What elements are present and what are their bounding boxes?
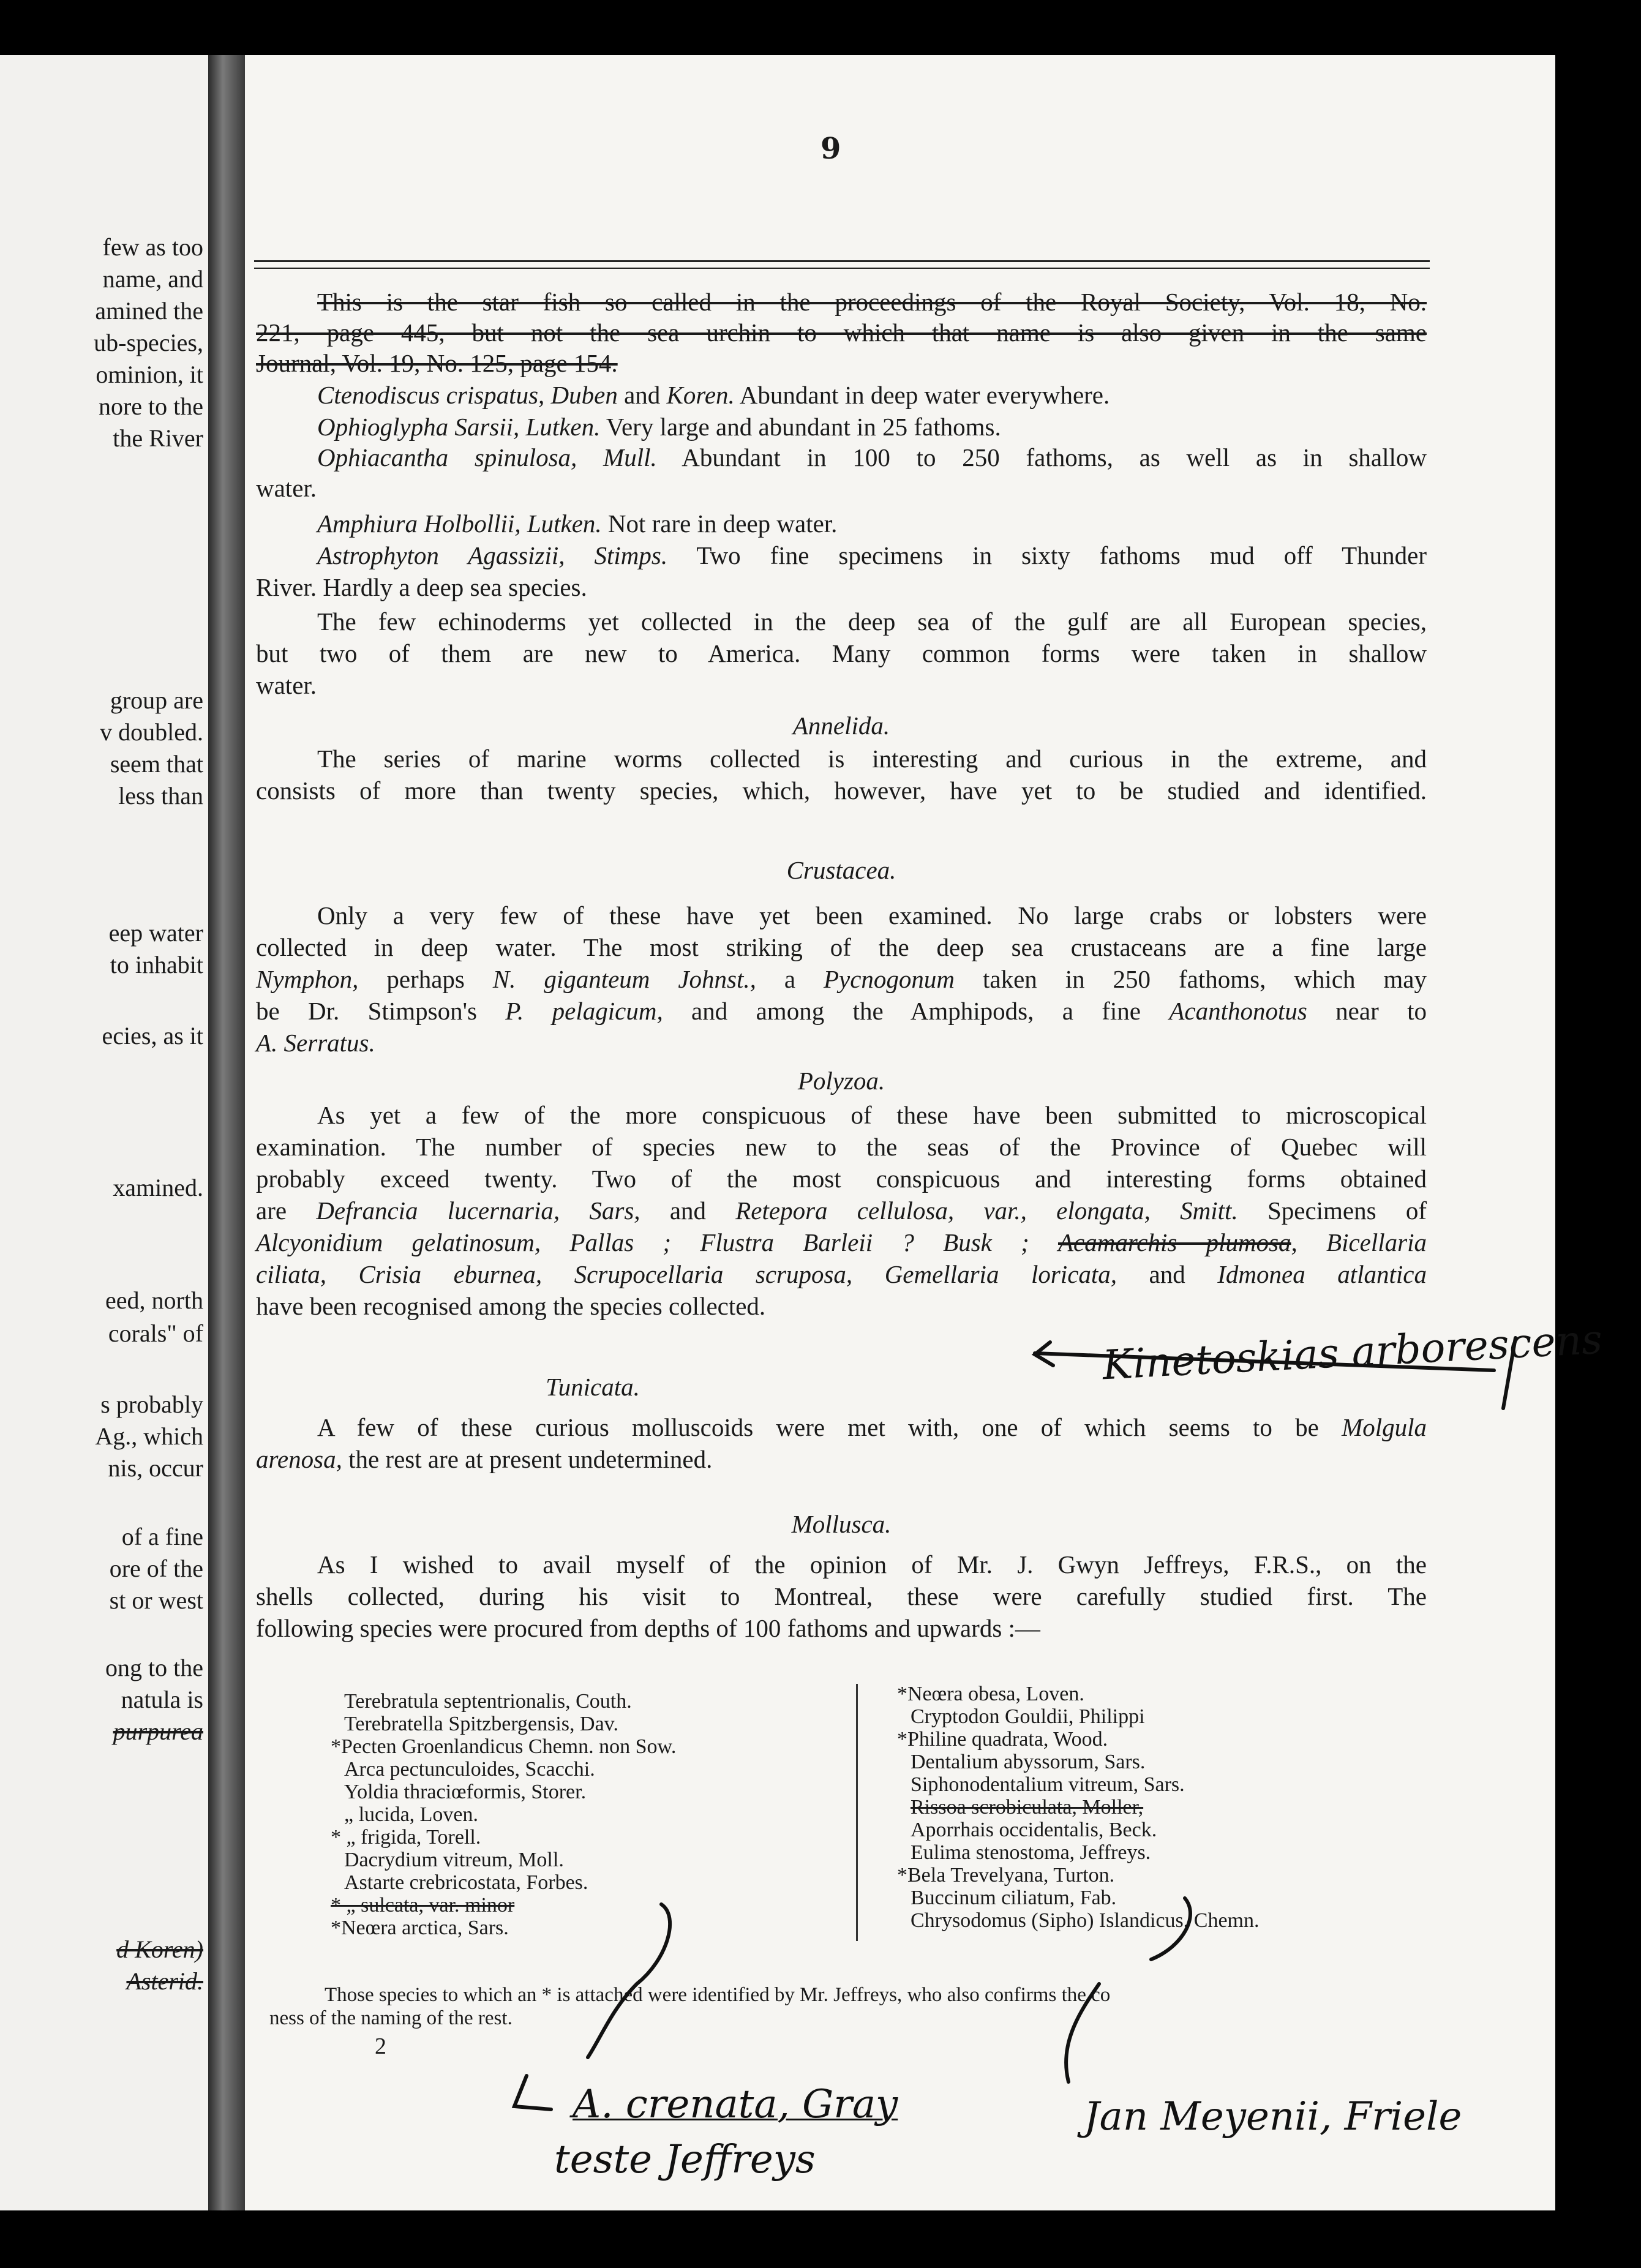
species-list-item: Chrysodomus (Sipho) Islandicus, Chemn. [911,1909,1260,1932]
prev-page-fragment: group are [110,686,203,714]
prev-page-fragment: d Koren) [116,1936,203,1963]
paragraph-line: shells collected, during his visit to Montreal, these were carefully studied first. The [256,1582,1427,1610]
species-list-item: Dentalium abyssorum, Sars. [911,1751,1146,1773]
prev-page-fragment: ecies, as it [102,1022,203,1050]
paragraph-line: A. Serratus. [256,1029,375,1057]
paragraph-line: water. [256,671,317,699]
section-heading-mollusca: Mollusca. [791,1510,892,1538]
species-list-item: Eulima stenostoma, Jeffreys. [911,1841,1151,1864]
species-list-item: Aporrhais occidentalis, Beck. [911,1819,1157,1841]
prev-page-fragment: natula is [121,1686,203,1713]
prev-page-fragment: v doubled. [100,718,203,746]
prev-page-fragment: amined the [95,297,203,325]
species-list-item: Yoldia thraciœformis, Storer. [344,1781,587,1803]
paragraph-line: arenosa, the rest are at present undetermined. [256,1445,713,1473]
struck-note-line-1: This is the star fish so called in the proceedings of the Royal Society, Vol. 18, No. [317,288,1427,316]
species-list-item: * „ sulcata, var. minor [331,1894,515,1917]
prev-page-fragment: to inhabit [110,951,203,978]
handwritten-annotation: A. crenata, Gray [573,2082,898,2127]
prev-page-fragment: seem that [110,750,203,778]
paragraph-line: following species were procured from depths of 100 fathoms and upwards :— [256,1614,1040,1642]
species-list-item: Rissoa scrobiculata, Moller, [911,1796,1144,1819]
prev-page-fragment: the River [113,424,203,452]
species-entry: Astrophyton Agassizii, Stimps. Two fine specimens in sixty fathoms mud off Thunder [317,541,1427,569]
species-entry-continued: water. [256,474,317,502]
prev-page-fragment: corals" of [108,1320,203,1347]
footnote-line: ness of the naming of the rest. [269,2007,513,2029]
paragraph-line: probably exceed twenty. Two of the most conspicuous and interesting forms obtained [256,1165,1427,1193]
footnote-line: Those species to which an * is attached were identified by Mr. Jeffreys, who also confirms the co [325,1984,1111,2006]
prev-page-fragment: s probably [100,1391,203,1418]
prev-page-fragment: ub-species, [94,329,203,356]
species-list-item: Siphonodentalium vitreum, Sars. [911,1773,1185,1796]
species-list-item: Cryptodon Gouldii, Philippi [911,1705,1145,1728]
species-entry-continued: River. Hardly a deep sea species. [256,573,587,601]
species-list-item: Buccinum ciliatum, Fab. [911,1887,1117,1909]
prev-page-fragment: xamined. [113,1174,203,1201]
prev-page-fragment: nore to the [98,392,203,420]
paragraph-line: consists of more than twenty species, which, however, have yet to be studied and identified. [256,776,1427,805]
prev-page-fragment: purpurea [113,1718,203,1745]
species-entry: Ophioglypha Sarsii, Lutken. Very large and abundant in 25 fathoms. [317,413,1001,441]
prev-page-fragment: st or west [109,1586,203,1614]
paragraph-line: be Dr. Stimpson's P. pelagicum, and among the Amphipods, a fine Acanthonotus near to [256,997,1427,1025]
handwritten-annotation: Jan Meyenii, Friele [1084,2094,1462,2139]
species-list-item: *Neœra arctica, Sars. [331,1917,509,1939]
species-list-item: Astarte crebricostata, Forbes. [344,1871,588,1894]
species-list-item: *Neœra obesa, Loven. [897,1683,1084,1705]
species-entry: Amphiura Holbollii, Lutken. Not rare in deep water. [317,509,838,538]
struck-note-line-2: 221, page 445, but not the sea urchin to which that name is also given in the same [256,318,1427,347]
paragraph-line: Alcyonidium gelatinosum, Pallas ; Flustra Barleii ? Busk ; Acamarchis plumosa, Bicellaria [256,1228,1427,1256]
section-heading-crustacea: Crustacea. [786,856,896,884]
paragraph-line: have been recognised among the species collected. [256,1292,766,1320]
prev-page-fragment: less than [118,782,203,809]
paragraph-line: ciliata, Crisia eburnea, Scrupocellaria scruposa, Gemellaria loricata, and Idmonea atlantica [256,1260,1427,1288]
species-list-item: Terebratella Spitzbergensis, Dav. [344,1713,618,1735]
paragraph-line: As yet a few of the more conspicuous of these have been submitted to microscopical [317,1101,1427,1129]
paragraph-line: The few echinoderms yet collected in the deep sea of the gulf are all European species, [317,607,1427,636]
paragraph-line: are Defrancia lucernaria, Sars, and Retepora cellulosa, var., elongata, Smitt. Specimens of [256,1196,1427,1225]
species-list-item: Dacrydium vitreum, Moll. [344,1849,564,1871]
signature-mark: 2 [375,2033,386,2059]
section-heading-tunicata: Tunicata. [546,1373,640,1401]
paragraph-line: collected in deep water. The most striking of the deep sea crustaceans are a fine large [256,933,1427,961]
handwritten-annotation: teste Jeffreys [554,2137,816,2182]
species-list-item: * „ frigida, Torell. [331,1826,481,1849]
species-entry: Ophiacantha spinulosa, Mull. Abundant in 100 to 250 fathoms, as well as in shallow [317,443,1427,471]
prev-page-fragment: eed, north [105,1286,203,1314]
pen-bracket-left [588,1904,670,2057]
section-heading-annelida: Annelida. [792,712,890,740]
paragraph-line: A few of these curious molluscoids were met with, one of which seems to be Molgula [317,1413,1427,1441]
prev-page-fragment: Asterid. [126,1967,203,1995]
species-list-item: Terebratula septentrionalis, Couth. [344,1690,632,1713]
prev-page-fragment: few as too [102,233,203,261]
handwritten-annotation: Kinetoskias arborescens [1101,1315,1604,1389]
species-list-item: *Bela Trevelyana, Turton. [897,1864,1115,1887]
prev-page-fragment: nis, occur [108,1454,203,1482]
pen-bracket-right [1151,1898,1190,1959]
prev-page-fragment: Ag., which [95,1422,203,1450]
prev-page-fragment: ominion, it [96,361,203,388]
species-list-item: Arca pectunculoides, Scacchi. [344,1758,595,1781]
paragraph-line: Only a very few of these have yet been examined. No large crabs or lobsters were [317,901,1427,929]
paragraph-line: examination. The number of species new to the seas of the Province of Quebec will [256,1133,1427,1161]
pen-line-polyzoa [1035,1353,1494,1370]
paragraph-line: Nymphon, perhaps N. giganteum Johnst., a Pycnogonum taken in 250 fathoms, which may [256,965,1427,993]
species-list-item: *Pecten Groenlandicus Chemn. non Sow. [331,1735,677,1758]
species-list-item: „ lucida, Loven. [344,1803,479,1826]
prev-page-fragment: ong to the [105,1654,203,1681]
paragraph-line: but two of them are new to America. Many common forms were taken in shallow [256,639,1427,667]
paragraph-line: The series of marine worms collected is interesting and curious in the extreme, and [317,745,1427,773]
species-entry: Ctenodiscus crispatus, Duben and Koren. Abundant in deep water everywhere. [317,381,1110,409]
species-list-item: *Philine quadrata, Wood. [897,1728,1108,1751]
prev-page-fragment: name, and [102,265,203,293]
prev-page-fragment: of a fine [121,1523,203,1550]
prev-page-fragment: eep water [108,919,203,947]
prev-page-fragment: ore of the [109,1555,203,1582]
section-heading-polyzoa: Polyzoa. [797,1067,885,1095]
page-number: 9 [820,132,841,166]
paragraph-line: As I wished to avail myself of the opinion of Mr. J. Gwyn Jeffreys, F.R.S., on the [317,1550,1427,1579]
struck-note-line-3: Journal, Vol. 19, No. 125, page 154. [256,349,618,377]
